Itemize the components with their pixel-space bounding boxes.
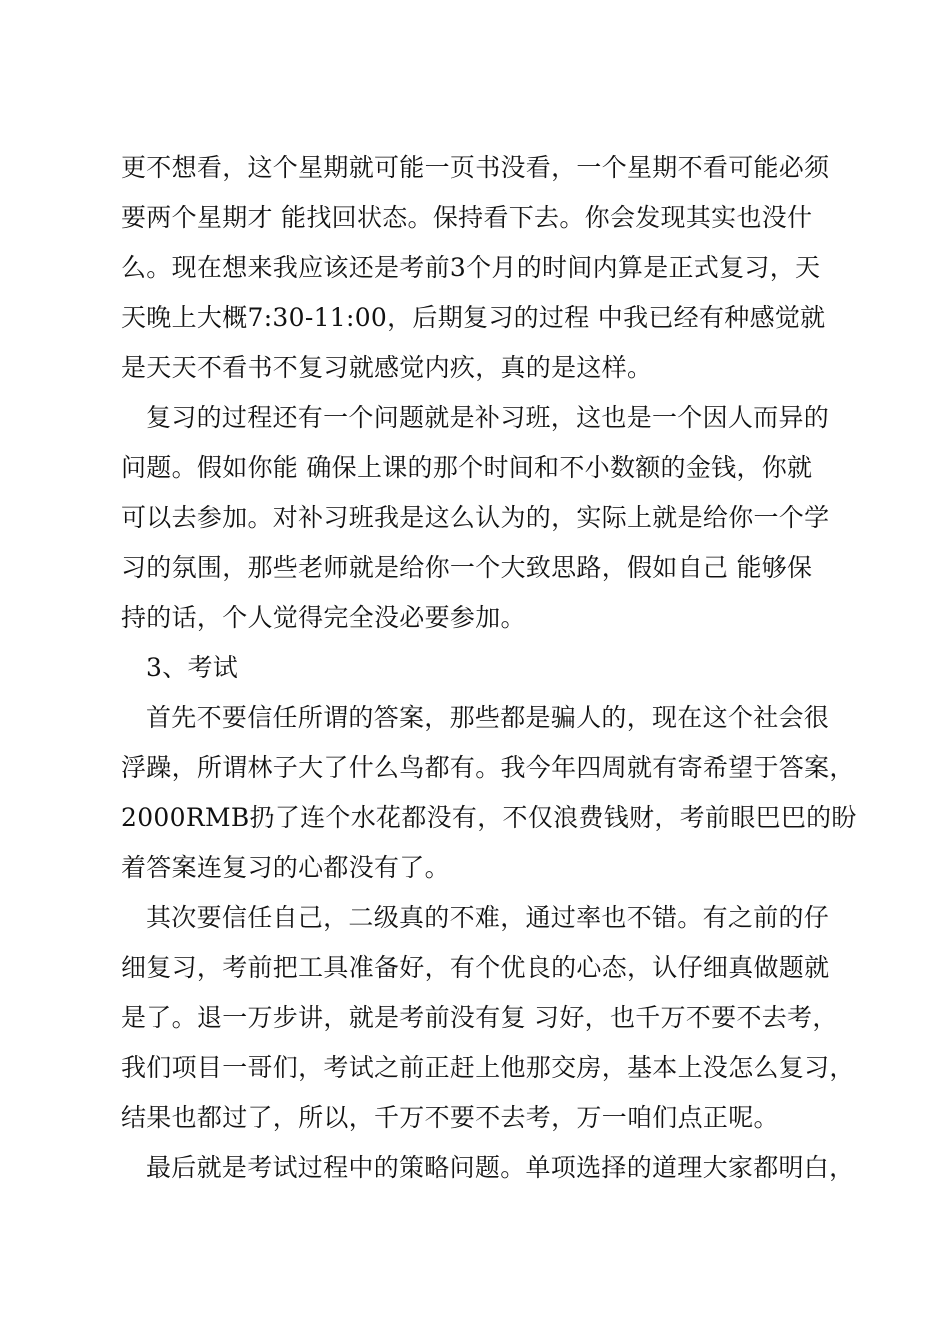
paragraph-first-line: 首先不要信任所谓的答案，那些都是骗人的，现在这个社会很 bbox=[146, 703, 830, 732]
text-line: 是天天不看书不复习就感觉内疚，真的是这样。 bbox=[121, 353, 653, 382]
text-line: 问题。假如你能 确保上课的那个时间和不小数额的金钱，你就 bbox=[121, 453, 813, 482]
text-line: 可以去参加。对补习班我是这么认为的，实际上就是给你一个学 bbox=[121, 503, 830, 532]
text-line: 更不想看，这个星期就可能一页书没看，一个星期不看可能必须 bbox=[121, 153, 830, 182]
paragraph-first-line: 复习的过程还有一个问题就是补习班，这也是一个因人而异的 bbox=[146, 403, 830, 432]
text-line: 细复习，考前把工具准备好，有个优良的心态，认仔细真做题就 bbox=[121, 953, 830, 982]
paragraph-first-line: 最后就是考试过程中的策略问题。单项选择的道理大家都明白， bbox=[146, 1153, 855, 1182]
section-heading: 3、考试 bbox=[146, 653, 239, 682]
text-line: 结果也都过了，所以，千万不要不去考，万一咱们点正呢。 bbox=[121, 1103, 779, 1132]
text-line: 要两个星期才 能找回状态。保持看下去。你会发现其实也没什 bbox=[121, 203, 813, 232]
text-line: 是了。退一万步讲，就是考前没有复 习好，也千万不要不去考， bbox=[121, 1003, 838, 1032]
text-line: 着答案连复习的心都没有了。 bbox=[121, 853, 450, 882]
text-line: 天晚上大概7:30-11:00，后期复习的过程 中我已经有种感觉就 bbox=[121, 303, 826, 332]
text-line: 持的话，个人觉得完全没必要参加。 bbox=[121, 603, 526, 632]
text-line: 么。现在想来我应该还是考前3个月的时间内算是正式复习，天 bbox=[121, 253, 821, 282]
text-line: 习的氛围，那些老师就是给你一个大致思路，假如自己 能够保 bbox=[121, 553, 813, 582]
text-line: 我们项目一哥们，考试之前正赶上他那交房，基本上没怎么复习， bbox=[121, 1053, 855, 1082]
paragraph-first-line: 其次要信任自己，二级真的不难，通过率也不错。有之前的仔 bbox=[146, 903, 830, 932]
text-line: 2000RMB扔了连个水花都没有，不仅浪费钱财，考前眼巴巴的盼 bbox=[121, 803, 857, 832]
text-line: 浮躁，所谓林子大了什么鸟都有。我今年四周就有寄希望于答案， bbox=[121, 753, 855, 782]
